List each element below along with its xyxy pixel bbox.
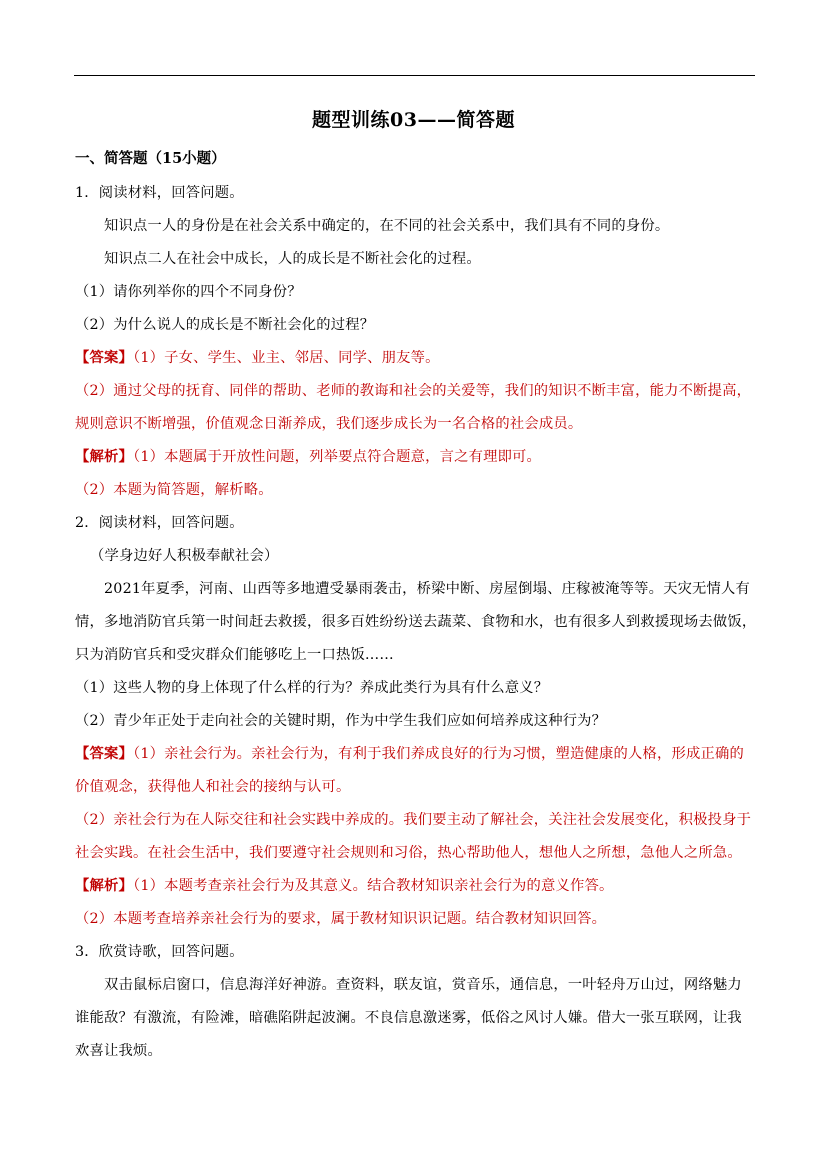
q2-sub-question: （2）青少年正处于走向社会的关键时期，作为中学生我们应如何培养成这种行为？: [75, 713, 607, 729]
q2-answer-line: （2）亲社会行为在人际交往和社会实践中养成的。我们要主动了解社会，关注社会发展变化，积极投身于: [75, 812, 752, 828]
q1-analysis-text: （1）本题属于开放性问题，列举要点符合题意，言之有理即可。: [133, 449, 542, 465]
q2-analysis-line: [75, 875, 614, 897]
q2-answer-line: 社会实践。在社会生活中，我们要遵守社会规则和习俗，热心帮助他人，想他人之所想，急他人之所急。: [75, 845, 742, 861]
q2-material-line: 情，多地消防官兵第一时间赶去救援，很多百姓纷纷送去蔬菜、食物和水，也有很多人到救援现场去做饭，: [75, 614, 757, 630]
question-2-header: 2．阅读材料，回答问题。: [75, 515, 244, 531]
q3-material-line: 谁能敌？有激流，有险滩，暗礁陷阱起波澜。不良信息激迷雾，低俗之风讨人嫌。借大一张互联网，让我: [75, 1010, 742, 1026]
answer-tag: 【答案】: [75, 350, 133, 366]
q1-material-line: 知识点二人在社会中成长，人的成长是不断社会化的过程。: [104, 251, 481, 267]
analysis-tag: 【解析】: [75, 449, 133, 465]
answer-tag: 【答案】: [75, 746, 133, 762]
q1-answer-text: （1）子女、学生、业主、邻居、同学、朋友等。: [133, 350, 440, 366]
analysis-tag: 【解析】: [75, 878, 133, 894]
q3-material-line: 欢喜让我烦。: [75, 1043, 162, 1059]
page-title: 题型训练03——简答题: [312, 109, 515, 131]
q1-answer-line: [75, 347, 440, 369]
q1-analysis-line: （2）本题为简答题，解析略。: [75, 482, 273, 498]
q2-sub-question: （1）这些人物的身上体现了什么样的行为？养成此类行为具有什么意义？: [75, 680, 549, 696]
question-3-header: 3．欣赏诗歌，回答问题。: [75, 944, 244, 960]
q1-material-line: 知识点一人的身份是在社会关系中确定的，在不同的社会关系中，我们具有不同的身份。: [104, 218, 670, 234]
q1-sub-question: （2）为什么说人的成长是不断社会化的过程？: [75, 317, 375, 333]
q2-answer-text: （1）亲社会行为。亲社会行为，有利于我们养成良好的行为习惯，塑造健康的人格，形成正确的: [133, 746, 745, 762]
q2-subtitle: （学身边好人积极奉献社会）: [90, 548, 279, 564]
section-heading: 一、简答题（15小题）: [75, 150, 226, 167]
q1-answer-line: （2）通过父母的抚育、同伴的帮助、老师的教诲和社会的关爱等，我们的知识不断丰富，能力不断提高，: [75, 383, 752, 399]
q2-analysis-line: （2）本题考查培养亲社会行为的要求，属于教材知识识记题。结合教材知识回答。: [75, 911, 607, 927]
q2-material-line: 2021年夏季，河南、山西等多地遭受暴雨袭击，桥梁中断、房屋倒塌、庄稼被淹等等。天灾无情人有: [104, 581, 751, 597]
q2-answer-line: [75, 743, 744, 765]
q3-material-line: 双击鼠标启窗口，信息海洋好神游。查资料，联友谊，赏音乐，通信息，一叶轻舟万山过，网络魅力: [104, 977, 742, 993]
q2-material-line: 只为消防官兵和受灾群众们能够吃上一口热饭……: [75, 647, 394, 663]
q1-answer-line: 规则意识不断增强，价值观念日渐养成，我们逐步成长为一名合格的社会成员。: [75, 416, 583, 432]
q2-answer-line: 价值观念，获得他人和社会的接纳与认可。: [75, 779, 351, 795]
q1-analysis-line: [75, 446, 541, 468]
question-1-header: 1．阅读材料，回答问题。: [75, 185, 244, 201]
header-rule: [74, 75, 755, 76]
q2-analysis-text: （1）本题考查亲社会行为及其意义。结合教材知识亲社会行为的意义作答。: [133, 878, 614, 894]
q1-sub-question: （1）请你列举你的四个不同身份？: [75, 284, 302, 300]
